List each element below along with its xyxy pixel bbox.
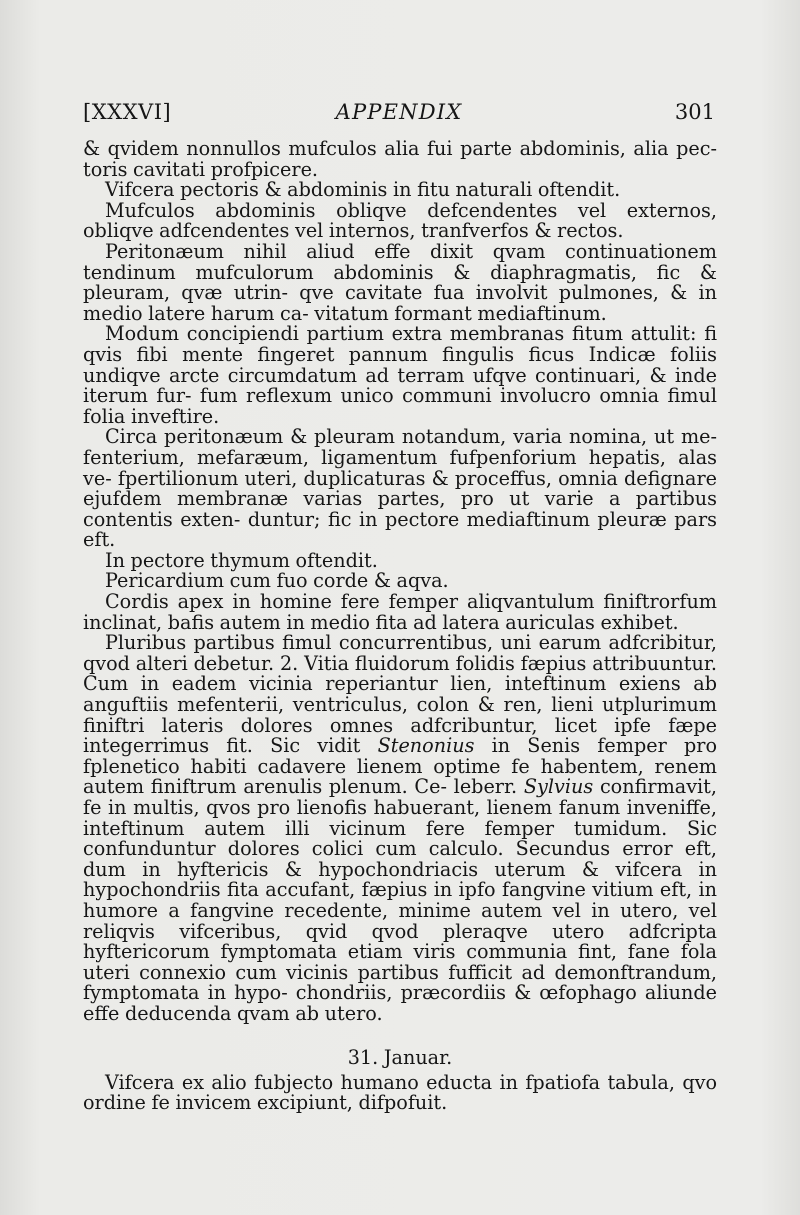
body-text <box>83 139 717 1114</box>
paragraph <box>83 592 717 633</box>
closing-paragraph <box>83 1070 717 1115</box>
paragraph-text: Peritonæum nihil aliud effe dixit qvam continuationem tendinum mufculorum abdominis & diaphragmatis, fic & pleuram, qvæ utrin- qve cavitate fua involvit pulmones, & in medio latere harum ca- vitatum formant mediaftinum. <box>83 239 717 325</box>
running-header <box>83 98 715 126</box>
paragraph <box>83 198 717 243</box>
author-name-italic: Stenonius <box>377 734 475 758</box>
paragraph <box>83 633 717 1024</box>
paragraph-text: Vifcera pectoris & abdominis in fitu naturali oftendit. <box>105 178 621 202</box>
running-title: APPENDIX <box>335 100 463 124</box>
page-number: 301 <box>674 100 715 124</box>
paragraph <box>83 180 717 201</box>
paragraph-text: confirmavit, fe in multis, qvos pro lienofis habuerant, lienem fanum inveniffe, inteftinum autem illi vicinum fere femper tumidum. Sic confunduntur dolores colici cum calculo. Secundus error eft, dum in hyftericis & hypochondriacis uterum & vifcera in hypochondriis fita accufant, fæpius in ipfo fangvine vitium eft, in humore a fangvine recedente, minime autem vel in utero, vel reliqvis vifceribus, qvid qvod pleraqve utero adfcripta hyftericorum fymptomata etiam viris communia fint, fane fola uteri connexio cum vicinis partibus fufficit ad demonftrandum, fymptomata in hypo- chondriis, præcordiis & œfophago aliunde effe deducenda qvam ab utero. <box>83 775 717 1025</box>
paragraph-text: Vifcera ex alio fubjecto humano educta in fpatiofa tabula, qvo ordine fe invicem excipiunt, difpofuit. <box>83 1070 717 1115</box>
paragraph-text: Pericardium cum fuo corde & aqva. <box>105 569 449 593</box>
paragraph <box>83 139 717 180</box>
paragraph-text: Modum concipiendi partium extra membranas fitum attulit: fi qvis fibi mente fingeret pannum fingulis ficus Indicæ foliis undiqve arcte circumdatum ad terram ufqve continuari, & inde iterum fur- fum reflexum unico communi involucro omnia fimul folia inveftire. <box>83 322 717 428</box>
paragraph <box>83 548 717 572</box>
paragraph-text: In pectore thymum oftendit. <box>105 548 378 572</box>
paragraph <box>83 239 717 325</box>
paragraph <box>83 324 717 427</box>
paragraph-text: in Senis femper pro fplenetico habiti cadavere lienem optime fe habentem, renem autem finiftrum arenulis plenum. Ce- leberr. <box>83 734 717 799</box>
paragraph-text: Mufculos abdominis obliqve defcendentes vel externos, obliqve adfcendentes vel internos, tranfverfos & rectos. <box>83 198 717 243</box>
date-heading: 31. Januar. <box>347 1045 453 1069</box>
paragraph-text: Circa peritonæum & pleuram notandum, varia nomina, ut me- fenterium, mefaræum, ligamentum fufpenforium hepatis, alas ve- fpertilionum uteri, duplicaturas & proceffus, omnia defignare ejufdem membranæ varias partes, pro ut varie a partibus contentis exten- duntur; fic in pectore mediaftinum pleuræ pars eft. <box>83 425 717 552</box>
paragraph-text: Pluribus partibus fimul concurrentibus, uni earum adfcribitur, qvod alteri debetur. 2. Vitia fluidorum folidis fæpius attribuuntur. Cum in eadem vicinia reperiantur lien, inteftinum exiens ab anguftiis mefenterii, ventriculus, colon & ren, lieni utplurimum finiftri lateris dolores omnes adfcribuntur, licet ipfe fæpe integerrimus fit. Sic vidit <box>83 631 717 758</box>
paragraph-text: & qvidem nonnullos mufculos alia fui parte abdominis, alia pec- toris cavitati profpicere. <box>83 137 717 181</box>
paragraph <box>83 571 717 592</box>
section-marker: [XXXVI] <box>83 100 172 124</box>
author-name-italic: Sylvius <box>523 775 594 799</box>
paragraph <box>83 427 717 551</box>
paragraph-text: Cordis apex in homine fere femper aliqvantulum finiftrorfum inclinat, bafis autem in medio fita ad latera auriculas exhibet. <box>83 590 717 634</box>
